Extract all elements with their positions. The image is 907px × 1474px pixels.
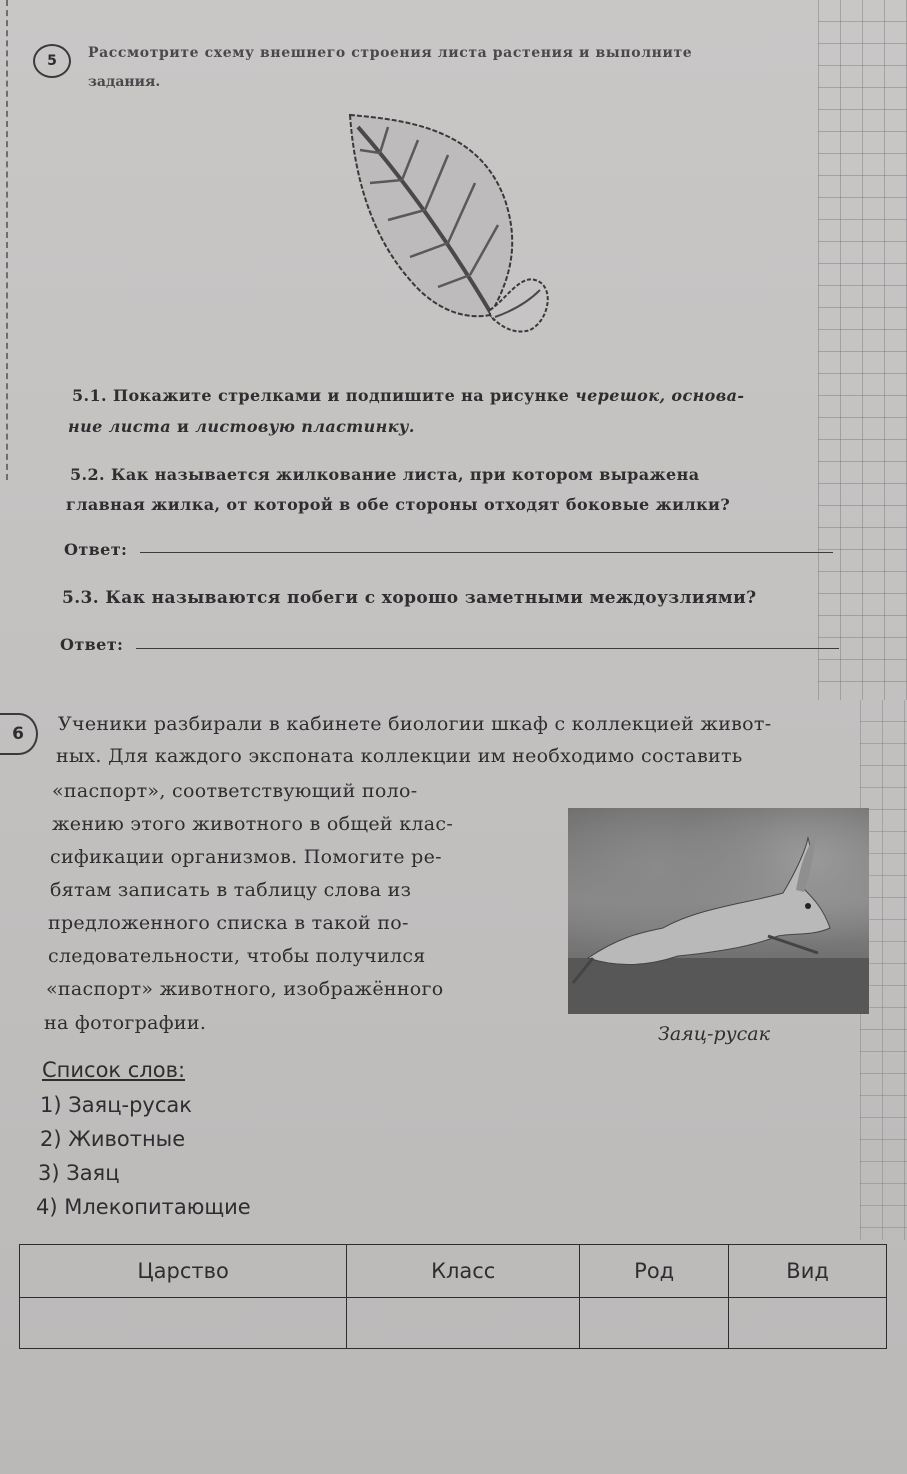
task6-line4: жению этого животного в общей клас-	[52, 813, 454, 835]
task6-line2: ных. Для каждого экспоната коллекции им необходимо составить	[56, 745, 743, 767]
header-kingdom: Царство	[20, 1245, 347, 1298]
table-answer-row	[20, 1298, 887, 1349]
answer-cell-species[interactable]	[729, 1298, 887, 1349]
task5-q1-line1	[72, 386, 744, 405]
answer-cell-kingdom[interactable]	[20, 1298, 347, 1349]
task6-number: 6	[0, 713, 38, 755]
word-list-item: 1) Заяц-русак	[40, 1093, 192, 1117]
q1-italic-2: ние листа	[68, 417, 172, 436]
answer-label-5-2: Ответ:	[64, 540, 128, 559]
task6-line1: Ученики разбирали в кабинете биологии шкаф с коллекцией живот-	[58, 713, 772, 735]
cut-line	[6, 0, 8, 480]
leaf-diagram	[330, 105, 570, 345]
answer-field-5-2[interactable]	[140, 552, 833, 553]
answer-label-5-3: Ответ:	[60, 635, 124, 654]
header-class: Класс	[347, 1245, 580, 1298]
word-list-item: 2) Животные	[40, 1127, 186, 1151]
header-species: Вид	[729, 1245, 887, 1298]
margin-grid	[818, 0, 907, 700]
q1-italic: черешок, основа-	[575, 386, 745, 405]
word-list-item: 4) Млекопитающие	[36, 1195, 251, 1219]
word-list-item: 3) Заяц	[38, 1161, 120, 1185]
answer-field-5-3[interactable]	[136, 648, 839, 649]
task5-intro-line1: Рассмотрите схему внешнего строения листа растения и выполните	[88, 45, 693, 61]
task5-q1-line2	[68, 417, 415, 436]
table-header-row	[20, 1245, 887, 1298]
answer-cell-class[interactable]	[347, 1298, 580, 1349]
task6-line8: следовательности, чтобы получился	[48, 945, 426, 967]
q1-text-2: и	[171, 417, 196, 436]
q1-text: 5.1. Покажите стрелками и подпишите на рисунке	[72, 386, 576, 405]
task5-intro-line2: задания.	[88, 74, 161, 90]
task6-line7: предложенного списка в такой по-	[48, 912, 409, 934]
answer-cell-genus[interactable]	[580, 1298, 729, 1349]
task5-number: 5	[33, 44, 71, 78]
task6-line9: «паспорт» животного, изображённого	[46, 978, 444, 1000]
task6-line10: на фотографии.	[44, 1012, 207, 1034]
hare-figure	[568, 808, 869, 1014]
task6-line3: «паспорт», соответствующий поло-	[52, 780, 418, 802]
header-genus: Род	[580, 1245, 729, 1298]
task6-line5: сификации организмов. Помогите ре-	[50, 846, 442, 868]
task5-q2-line2: главная жилка, от которой в обе стороны отходят боковые жилки?	[66, 495, 731, 514]
task5-q3: 5.3. Как называются побеги с хорошо заметными междоузлиями?	[62, 588, 757, 608]
word-list-title: Список слов:	[42, 1058, 186, 1082]
passport-table	[19, 1244, 887, 1349]
q1-italic-3: листовую пластинку.	[195, 417, 415, 436]
task6-line6: бятам записать в таблицу слова из	[50, 879, 412, 901]
photo-caption: Заяц-русак	[658, 1023, 770, 1045]
task5-q2-line1: 5.2. Как называется жилкование листа, при котором выражена	[70, 465, 700, 484]
hare-photo	[568, 808, 869, 1014]
